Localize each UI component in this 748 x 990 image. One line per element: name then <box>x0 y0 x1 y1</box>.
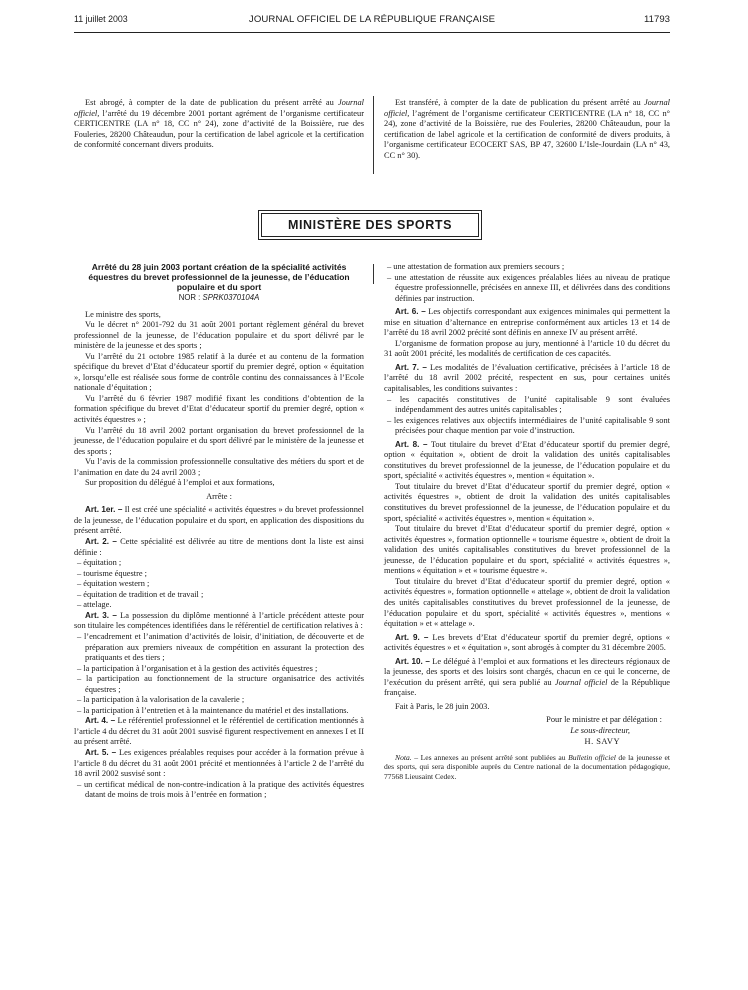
vu-paragraph-4: Vu l’arrêté du 18 avril 2002 portant organisation du brevet professionnel de la jeunesse, de l’éducation populaire et du sport délivré par le ministère de la jeunesse et des sports ; <box>74 425 364 456</box>
article-8: Art. 8. – Tout titulaire du brevet d’Etat d’éducateur sportif du premier degré, option « équitation », obtient de droit la validation des unités capitalisables constitutives du brevet professionnel de la jeunesse, de l’éducation populaire et du sport, spécialité « activités équestres », mention « équitation ». <box>384 439 670 481</box>
article-9: Art. 9. – Les brevets d’Etat d’éducateur sportif du premier degré, options « activités équestres » et « équitation », sont abrogés à compter du 31 décembre 2005. <box>384 632 670 653</box>
article-6-paragraph-2: L’organisme de formation propose au jury, mentionné à l’article 10 du décret du 31 août 2001 précité, les modalités de certification de ces capacités. <box>384 338 670 359</box>
list-item: – la participation à l’entretien et à la maintenance du matériel et des installations. <box>77 705 349 715</box>
transfer-paragraph: Est transféré, à compter de la date de publication du présent arrêté au Journal officiel, l’agrément de l’organisme certificateur CERTICENTRE (LA n° 18, CC n° 24), zone d’activité de la Boissière, rue des Fouleries, 28200 Châteaudun, pour la certification de label agricole et la certification de conformité de divers produits, à l’organisme certificateur ECOCERT SAS, BP 47, 32600 L’Isle-Jourdain (LA n° 43, CC n° 30). <box>384 98 670 160</box>
column-divider-lower <box>373 264 374 284</box>
header-date: 11 juillet 2003 <box>74 14 128 24</box>
article-2: Art. 2. – Cette spécialité est délivrée au titre de mentions dont la liste est ainsi définie : <box>74 537 364 557</box>
list-item: – un certificat médical de non-contre-indication à la pratique des activités équestres datant de moins de trois mois à l’entrée en formation ; <box>77 779 364 800</box>
ministry-heading: MINISTÈRE DES SPORTS <box>287 218 453 232</box>
abrogation-paragraph: Est abrogé, à compter de la date de publication du présent arrêté au Journal officiel, l’arrêté du 19 décembre 2001 portant agrément de l’organisme certificateur CERTICENTRE (LA n° 18, CC n° 24), zone d’activité de la Boissière, rue des Fouleries, 28200 Châteaudun, pour la certification de label agricole et la certification de conformité concernant divers produits. <box>74 98 364 150</box>
top-right-column <box>384 98 670 161</box>
list-item: – l’encadrement et l’animation d’activités de loisir, d’initiation, de découverte et de préparation aux premiers niveaux de compétition en assurant la protection des pratiquants et des tiers ; <box>77 631 364 663</box>
article-8-paragraph-4: Tout titulaire du brevet d’Etat d’éducateur sportif du premier degré, option « activités équestres », formation optionnelle « attelage », obtient de droit la validation des unités capitalisables constitutives du brevet professionnel de la jeunesse, de l’éducation populaire et du sport, spécialité « activités équestres », mentions « équitation » et « attelage ». <box>384 576 670 629</box>
list-item: – une attestation de formation aux premiers secours ; <box>387 262 565 271</box>
article-10: Art. 10. – Le délégué à l’emploi et aux formations et les directeurs régionaux de la jeunesse, des sports et des loisirs sont chargés, chacun en ce qui le concerne, de l’exécution du présent arrêté, qui sera publié au Journal officiel de la République française. <box>384 656 671 698</box>
list-item: – tourisme équestre ; <box>77 568 148 578</box>
list-item: – équitation ; <box>77 558 122 568</box>
arrete-line: Arrête : <box>206 491 232 501</box>
main-left-column <box>74 262 364 801</box>
list-item: – équitation western ; <box>77 579 150 589</box>
article-5: Art. 5. – Les exigences préalables requises pour accéder à la formation prévue à l’article 8 du décret du 31 août 2001 précité et mentionnées à l’article 2 de l’arrêté du 18 avril 2002 susvisé sont : <box>74 747 364 779</box>
proposal-line: Sur proposition du délégué à l’emploi et aux formations, <box>85 478 275 488</box>
article-8-paragraph-2: Tout titulaire du brevet d’Etat d’éducateur sportif du premier degré, option « activités équestres », obtient de droit la validation des unités capitalisables constitutives du brevet professionnel de la jeunesse, de l’éducation populaire et du sport, spécialité « activités équestres », mention « équitation ». <box>384 481 670 523</box>
vu-paragraph-2: Vu l’arrêté du 21 octobre 1985 relatif à la durée et au contenu de la formation spécifique du brevet d’Etat d’éducateur sportif du premier degré, option « équitation », lorsqu’elle est réalisée sous forme de contrôle continu des connaissances à l’Ecole nationale d’équitation ; <box>74 351 364 393</box>
list-item: – la participation au fonctionnement de la structure organisatrice des activités équestres ; <box>77 674 364 694</box>
nor-reference: NOR : SPRK0370104A <box>178 293 260 302</box>
list-item: – attelage. <box>77 600 112 610</box>
signature-place-date: Fait à Paris, le 28 juin 2003. <box>395 701 490 711</box>
signature-title: Le sous-directeur, <box>570 725 630 735</box>
minister-line: Le ministre des sports, <box>85 309 161 319</box>
list-item: – équitation de tradition et de travail ; <box>77 589 204 599</box>
list-item: – les exigences relatives aux objectifs intermédiaires de l’unité capitalisable 9 sont précisées pour chaque mention par voie d’instruction. <box>387 415 670 436</box>
vu-paragraph-5: Vu l’avis de la commission professionnelle consultative des métiers du sport et de l’animation en date du 24 avril 2003 ; <box>74 457 364 477</box>
article-4: Art. 4. – Le référentiel professionnel et le référentiel de certification mentionnés à l’article 4 du décret du 31 août 2001 susvisé figurent respectivement en annexes I et II au présent arrêté. <box>74 716 364 747</box>
ministry-heading-box <box>258 210 482 240</box>
signature-name: H. SAVY <box>584 736 620 746</box>
decree-title: Arrêté du 28 juin 2003 portant création de la spécialité activités équestres du brevet professionnel de la jeunesse, de l’éducation populaire et du sport <box>88 262 350 292</box>
column-divider <box>373 96 374 174</box>
article-8-paragraph-3: Tout titulaire du brevet d’Etat d’éducateur sportif du premier degré, option « activités équestres », formation optionnelle « tourisme équestre », obtient de droit la validation des unités capitalisables constitutives du brevet professionnel de la jeunesse, de l’éducation populaire et du sport, spécialité « activités équestres », mentions « équitation » et « tourisme équestre ». <box>384 524 670 576</box>
list-item: – les capacités constitutives de l’unité capitalisable 9 sont évaluées indépendamment des autres unités capitalisables ; <box>387 394 670 415</box>
header-journal-title: JOURNAL OFFICIEL DE LA RÉPUBLIQUE FRANÇAISE <box>248 14 496 25</box>
article-6: Art. 6. – Les objectifs correspondant aux exigences minimales qui permettent la mise en situation d’alternance en entreprise conformément aux articles 13 et 14 de l’arrêté du 18 avril 2002 précité sont définis en annexe IV au présent arrêté. <box>384 307 670 338</box>
top-left-column <box>74 98 364 151</box>
article-3: Art. 3. – La possession du diplôme mentionné à l’article précédent atteste pour son titulaire les compétences identifiées dans le référentiel de certification relatives à : <box>74 610 364 631</box>
header-rule <box>74 32 670 33</box>
annex-note: Nota. – Les annexes au présent arrêté sont publiées au Bulletin officiel de la jeunesse et des sports, qui sera disponible auprès du Centre national de la documentation pédagogique, 77568 Lieusaint Cedex. <box>384 753 670 781</box>
vu-paragraph-1: Vu le décret n° 2001-792 du 31 août 2001 portant règlement général du brevet professionnel de la jeunesse, de l’éducation populaire et du sport délivré par le ministère de la jeunesse et des sports ; <box>74 320 364 351</box>
list-item: – la participation à l’organisation et à la gestion des activités équestres ; <box>77 663 318 673</box>
article-1: Art. 1er. – Il est créé une spécialité « activités équestres » du brevet professionnel de la jeunesse, de l’éducation populaire et du sport, en application des dispositions du présent arrêté. <box>74 505 364 536</box>
signature-delegation: Pour le ministre et par délégation : <box>546 715 662 725</box>
list-item: – la participation à la valorisation de la cavalerie ; <box>77 695 245 705</box>
article-7: Art. 7. – Les modalités de l’évaluation certificative, précisées à l’article 18 de l’arrêté du 18 avril 2002 précité, respectent en sus, pour certaines unités capitalisables, les conditions suivantes : <box>384 362 670 394</box>
list-item: – une attestation de réussite aux exigences préalables liées au niveau de pratique équestre professionnelle, précisées en annexe III, et délivrées dans des conditions définies par instruction. <box>387 272 670 303</box>
vu-paragraph-3: Vu l’arrêté du 6 février 1987 modifié fixant les conditions d’obtention de la formation spécifique du brevet d’Etat d’éducateur sportif du premier degré, option « activités équestres » ; <box>74 393 364 425</box>
page-header <box>74 14 670 28</box>
header-page-number: 11793 <box>644 14 670 25</box>
main-right-column <box>384 262 670 781</box>
